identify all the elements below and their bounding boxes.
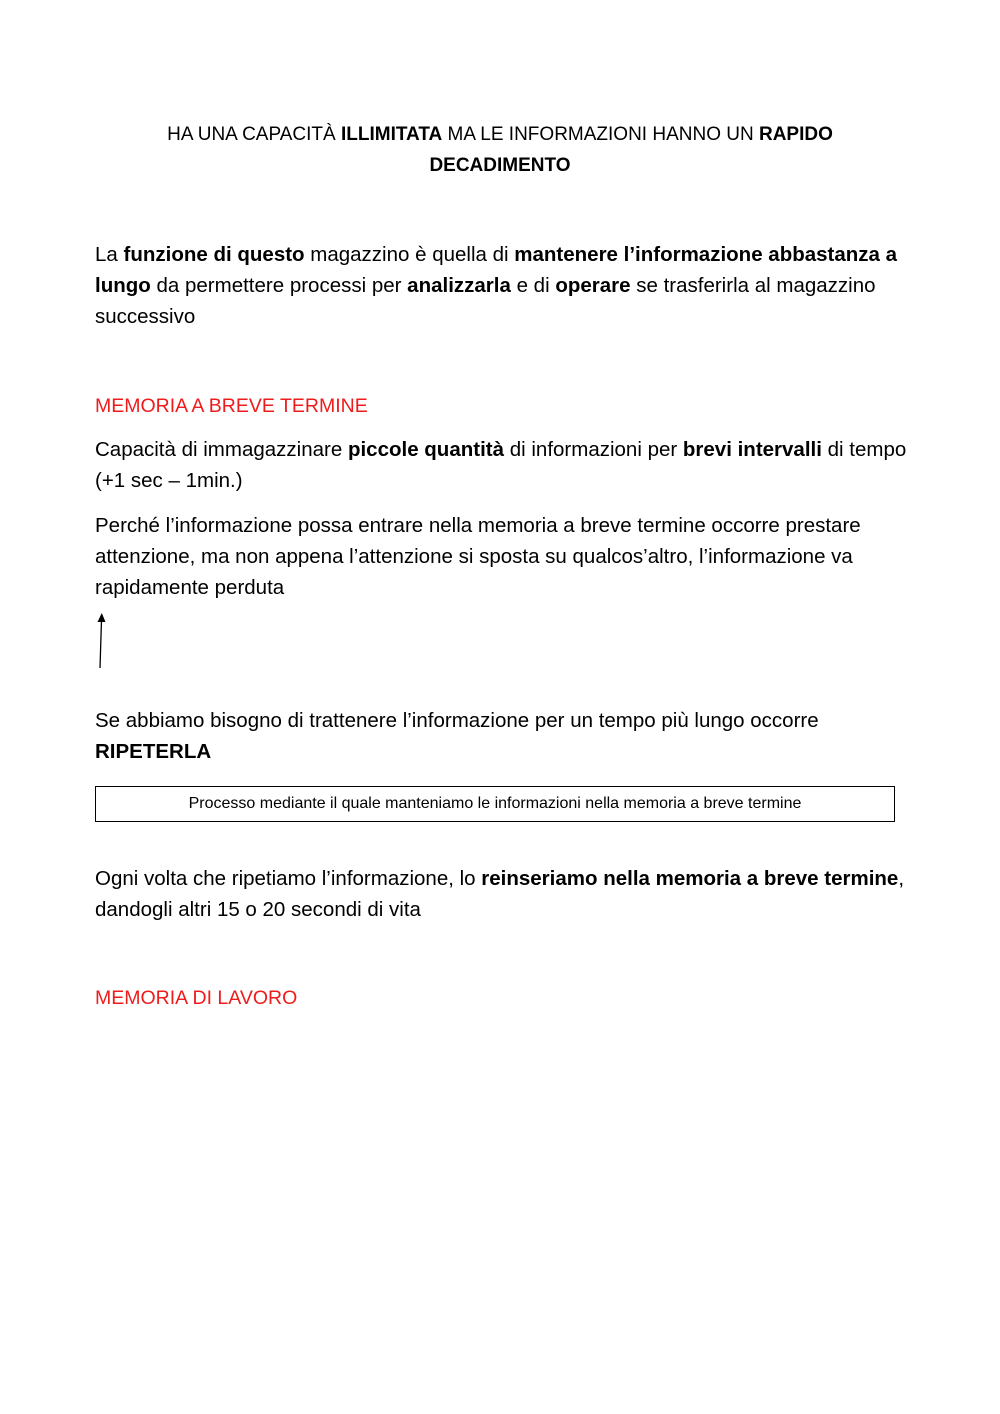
funzione-bold-3: analizzarla: [407, 274, 511, 297]
repeat-paragraph: [95, 705, 910, 767]
capacity-text-2: di informazioni per: [504, 438, 683, 461]
capacity-bold-2: brevi intervalli: [682, 438, 822, 461]
attention-paragraph: Perché l’informazione possa entrare nella memoria a breve termine occorre prestare attenzione, ma non appena l’attenzione si sposta su qualcos’altro, l’informazione va rapidamente perduta: [95, 514, 861, 599]
rehearsal-definition-box: [95, 786, 895, 822]
rehearsal-definition-text: Processo mediante il quale manteniamo le informazioni nella memoria a breve termine: [188, 795, 802, 812]
funzione-text-5: se trasferirla al magazzino successivo: [95, 274, 876, 328]
intro-statement: [140, 119, 860, 181]
intro-bold-2: RAPIDO DECADIMENTO: [429, 124, 833, 176]
funzione-bold-1: funzione di questo: [123, 243, 305, 266]
funzione-text-3: da permettere processi per: [150, 274, 408, 297]
working-memory-heading: MEMORIA DI LAVORO: [95, 987, 298, 1009]
reinsert-text-1: Ogni volta che ripetiamo l’informazione, lo: [95, 867, 482, 890]
capacity-text-1: Capacità di immagazzinare: [95, 438, 348, 461]
capacity-text-3: di tempo (+1 sec – 1min.): [95, 438, 907, 492]
capacity-bold-1: piccole quantità: [347, 438, 505, 461]
funzione-bold-2: mantenere l’informazione abbastanza a lungo: [95, 243, 898, 297]
intro-bold-1: ILLIMITATA: [340, 124, 443, 145]
intro-text-2: MA LE INFORMAZIONI HANNO UN: [442, 124, 759, 145]
repeat-text-1: Se abbiamo bisogno di trattenere l’informazione per un tempo più lungo occorre: [95, 709, 819, 732]
reinsert-paragraph: [95, 863, 910, 925]
repeat-bold-1: RIPETERLA: [95, 740, 212, 763]
reinsert-bold-1: reinseriamo nella memoria a breve termine: [481, 867, 899, 890]
funzione-text-4: e di: [510, 274, 556, 297]
capacity-paragraph: [95, 434, 910, 496]
funzione-text-2: magazzino è quella di: [304, 243, 515, 266]
funzione-bold-4: operare: [555, 274, 631, 297]
reinsert-text-2: , dandogli altri 15 o 20 secondi di vita: [95, 867, 905, 921]
intro-text-1: HA UNA CAPACITÀ: [167, 124, 341, 145]
funzione-paragraph: [95, 239, 910, 332]
stm-heading: MEMORIA A BREVE TERMINE: [95, 395, 368, 417]
arrow-up-icon: [92, 612, 108, 670]
funzione-text-1: La: [95, 243, 124, 266]
